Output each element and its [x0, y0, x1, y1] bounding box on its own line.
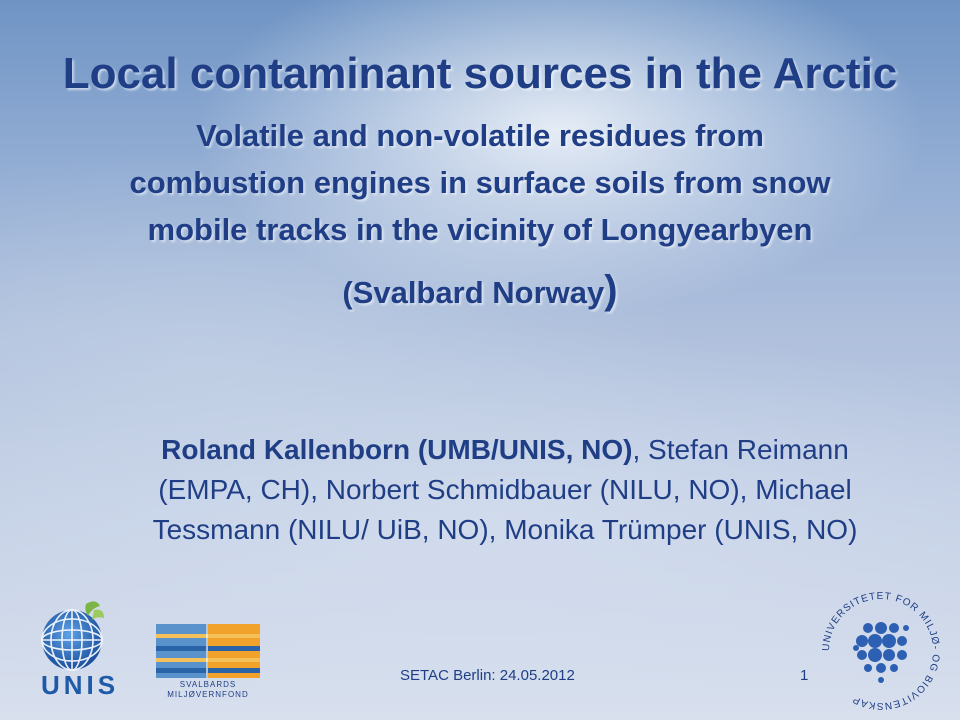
svalbard-wordmark [156, 680, 260, 700]
slide-title: Local contaminant sources in the Arctic [62, 49, 898, 98]
co-authors: , Stefan Reimann (EMPA, CH), Norbert Schmidbauer (NILU, NO), Michael Tessmann (NILU/ UiB, NO), Monika Trümper (UNIS, NO) [152, 434, 858, 545]
umb-seal-logo [818, 588, 944, 714]
slide-footer: SETAC Berlin: 24.05.2012 [400, 667, 575, 684]
globe-icon [16, 596, 136, 674]
svalbard-line-1: SVALBARDS [179, 680, 237, 689]
subtitle-line-3: mobile tracks in the vicinity of Longyearbyen [147, 212, 813, 247]
subtitle-line-2: combustion engines in surface soils from snow [129, 165, 831, 200]
slide-subtitle [20, 112, 940, 316]
umb-dots-icon [853, 622, 909, 683]
subtitle-location-line [20, 267, 940, 316]
svalbard-line-2: MILJØVERNFOND [167, 690, 249, 699]
author-list [120, 430, 890, 550]
subtitle-location: (Svalbard Norway [342, 275, 605, 310]
subtitle-line-1: Volatile and non-volatile residues from [196, 118, 764, 153]
lead-author: Roland Kallenborn (UMB/UNIS, NO) [161, 434, 633, 465]
umb-seal-text: UNIVERSITETET FOR MILJØ- OG BIOVITENSKAP [820, 590, 942, 712]
subtitle-closing-paren: ) [604, 268, 618, 312]
slide-number: 1 [800, 667, 809, 684]
unis-logo [16, 596, 136, 700]
svalbard-stripes-icon [156, 624, 260, 678]
svalbards-miljovernfond-logo [156, 624, 260, 702]
unis-wordmark: UNIS [40, 670, 120, 700]
